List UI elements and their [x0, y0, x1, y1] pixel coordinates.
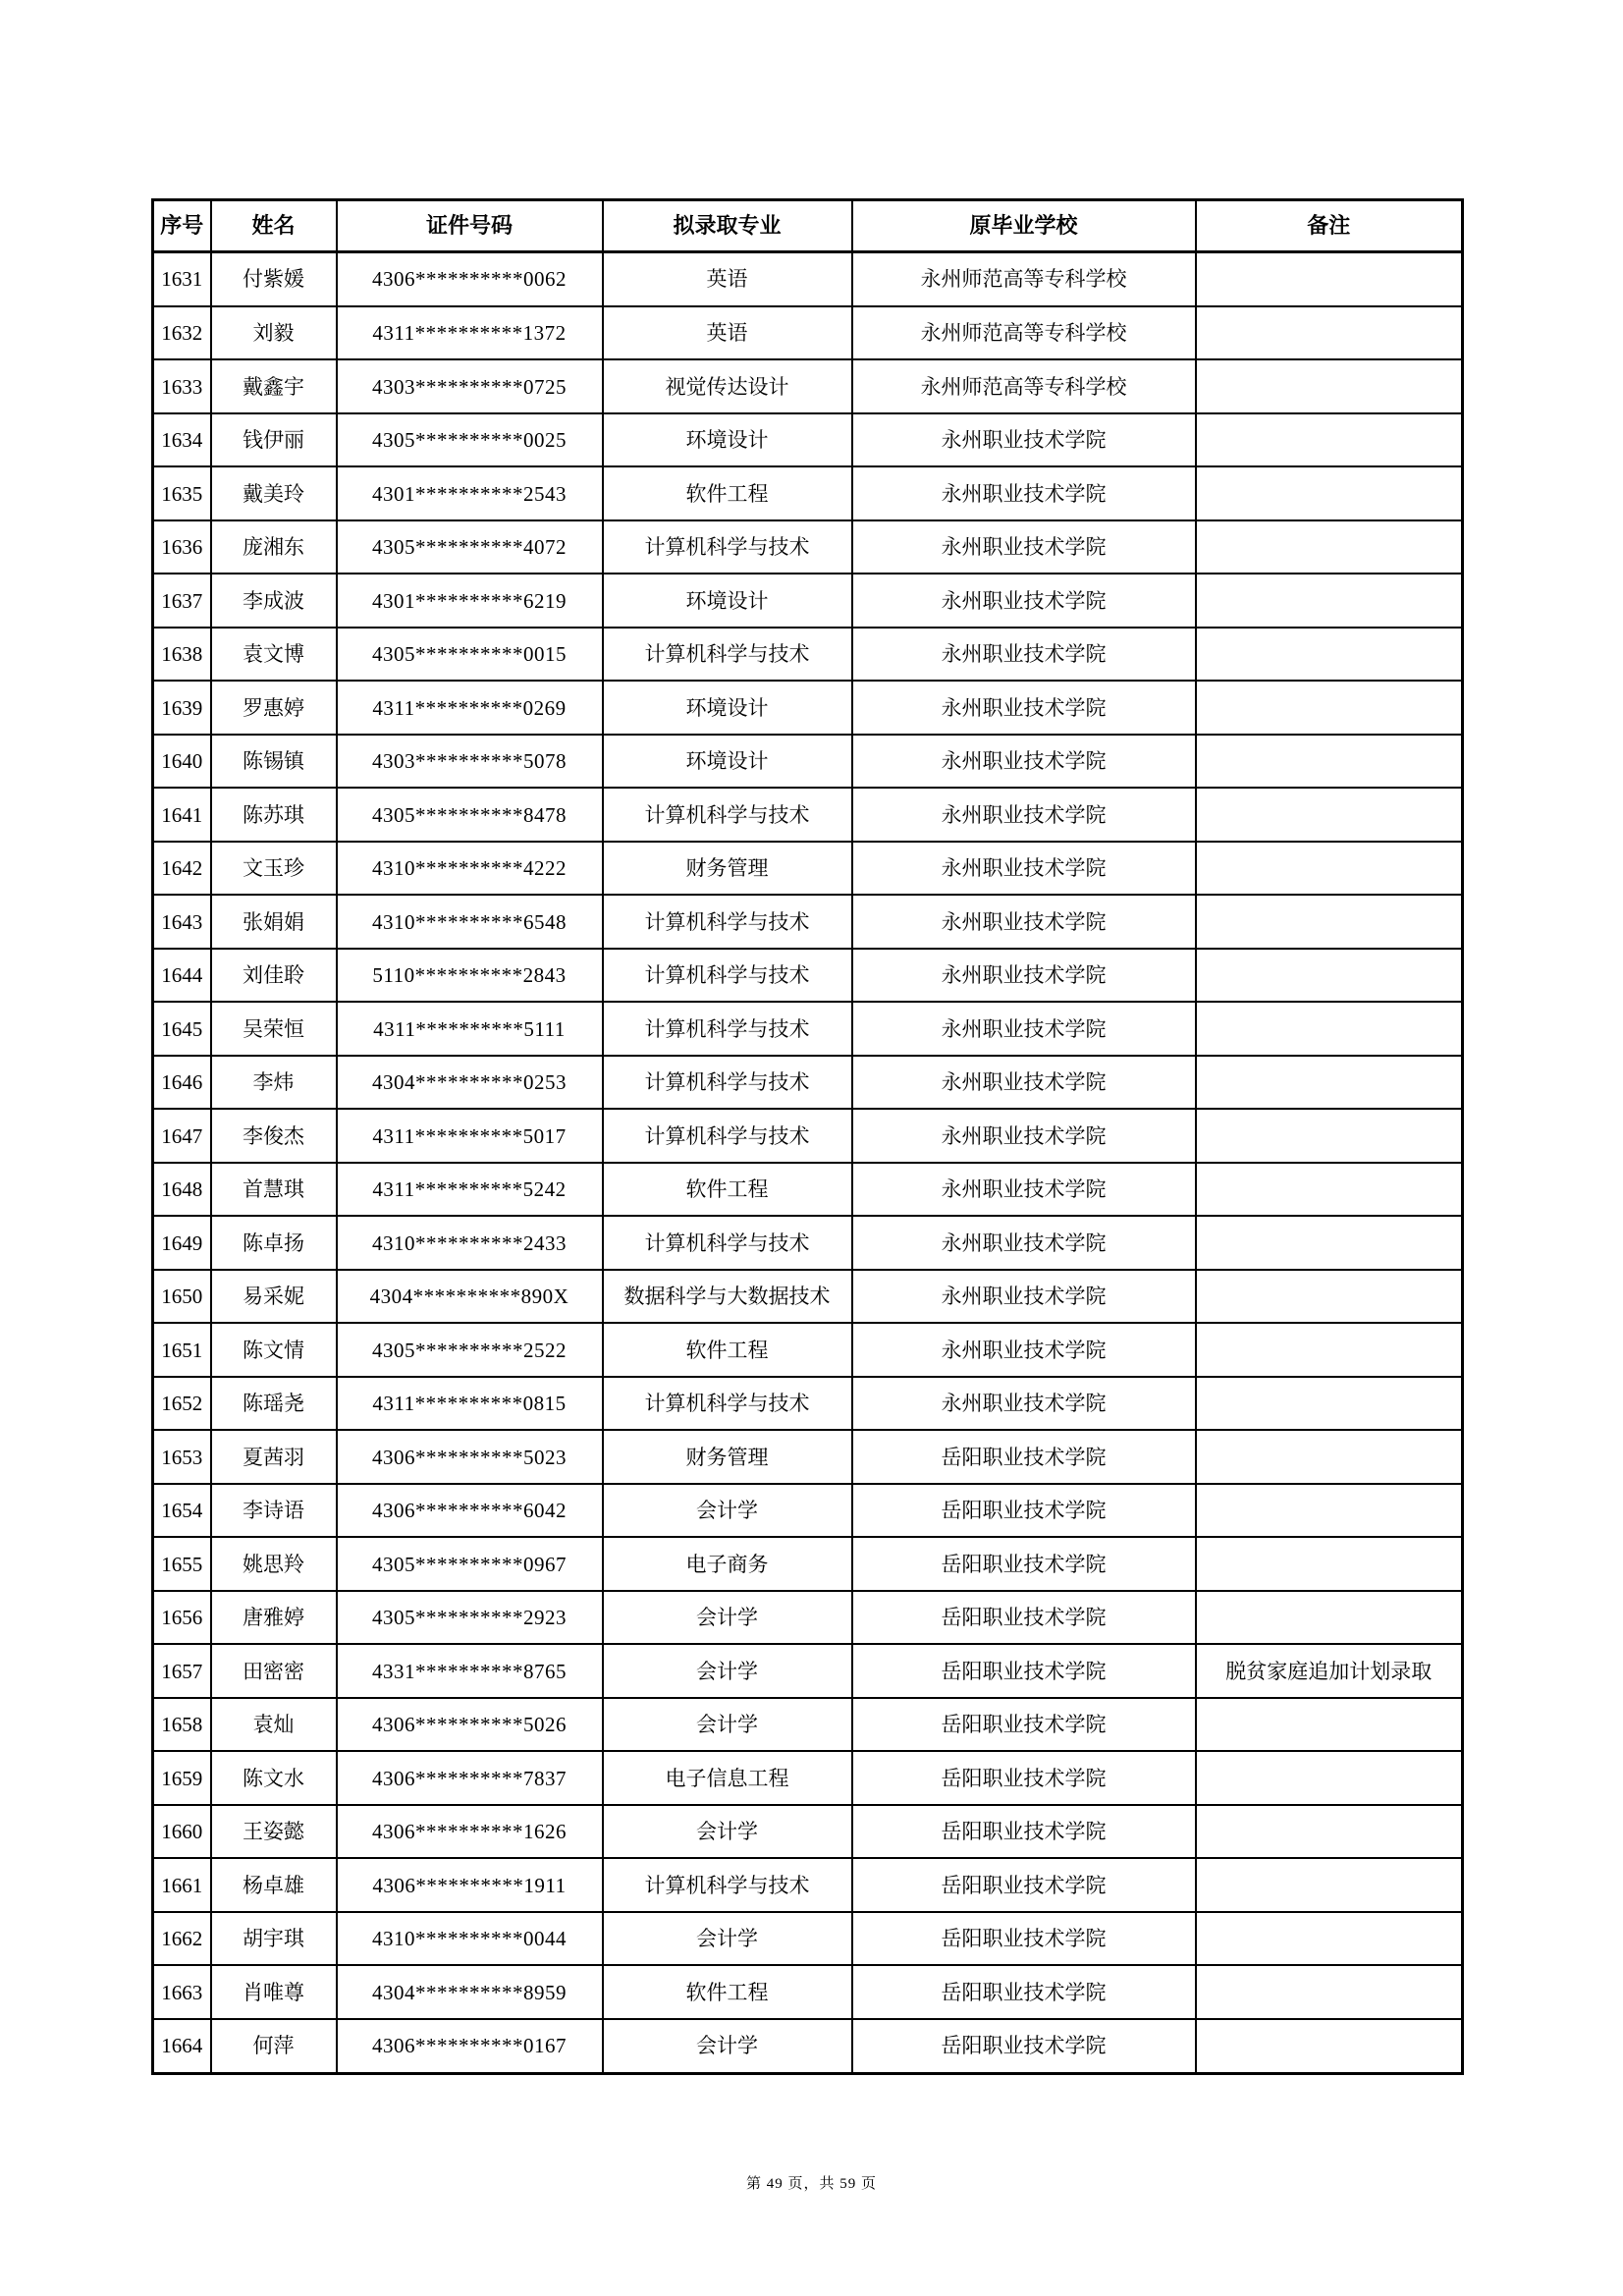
cell-seq-number: 1650 — [153, 1270, 211, 1324]
cell-previous-school: 岳阳职业技术学院 — [852, 1537, 1196, 1591]
table-row — [153, 949, 1463, 1003]
cell-student-name: 刘佳聆 — [211, 949, 337, 1003]
cell-previous-school: 永州职业技术学院 — [852, 1056, 1196, 1110]
cell-id-number: 4301**********2543 — [337, 466, 603, 520]
cell-id-number: 4306**********1911 — [337, 1858, 603, 1912]
col-header-admitted-major: 拟录取专业 — [603, 200, 852, 252]
table-row — [153, 574, 1463, 628]
cell-admitted-major: 会计学 — [603, 1484, 852, 1538]
cell-seq-number: 1658 — [153, 1698, 211, 1752]
cell-student-name: 陈卓扬 — [211, 1216, 337, 1270]
cell-remark — [1196, 788, 1463, 842]
cell-previous-school: 永州职业技术学院 — [852, 1323, 1196, 1377]
cell-student-name: 吴荣恒 — [211, 1002, 337, 1056]
cell-seq-number: 1636 — [153, 520, 211, 574]
cell-remark — [1196, 1109, 1463, 1163]
col-header-remark: 备注 — [1196, 200, 1463, 252]
cell-admitted-major: 环境设计 — [603, 413, 852, 467]
table-row — [153, 681, 1463, 735]
cell-student-name: 陈文水 — [211, 1751, 337, 1805]
cell-previous-school: 永州职业技术学院 — [852, 1163, 1196, 1217]
table-row — [153, 306, 1463, 360]
cell-remark — [1196, 306, 1463, 360]
cell-admitted-major: 软件工程 — [603, 1323, 852, 1377]
cell-id-number: 4301**********6219 — [337, 574, 603, 628]
cell-student-name: 文玉珍 — [211, 842, 337, 896]
table-row — [153, 735, 1463, 789]
cell-remark: 脱贫家庭追加计划录取 — [1196, 1644, 1463, 1698]
cell-seq-number: 1632 — [153, 306, 211, 360]
cell-admitted-major: 电子商务 — [603, 1537, 852, 1591]
cell-student-name: 张娟娟 — [211, 895, 337, 949]
cell-id-number: 5110**********2843 — [337, 949, 603, 1003]
cell-remark — [1196, 1163, 1463, 1217]
cell-id-number: 4305**********8478 — [337, 788, 603, 842]
cell-student-name: 刘毅 — [211, 306, 337, 360]
cell-remark — [1196, 1270, 1463, 1324]
cell-admitted-major: 环境设计 — [603, 681, 852, 735]
cell-previous-school: 岳阳职业技术学院 — [852, 1644, 1196, 1698]
col-header-seq-number: 序号 — [153, 200, 211, 252]
table-row — [153, 1484, 1463, 1538]
cell-previous-school: 岳阳职业技术学院 — [852, 1430, 1196, 1484]
cell-admitted-major: 计算机科学与技术 — [603, 520, 852, 574]
cell-student-name: 李炜 — [211, 1056, 337, 1110]
cell-id-number: 4306**********1626 — [337, 1805, 603, 1859]
cell-seq-number: 1647 — [153, 1109, 211, 1163]
cell-admitted-major: 会计学 — [603, 2019, 852, 2074]
cell-previous-school: 永州职业技术学院 — [852, 895, 1196, 949]
cell-previous-school: 永州职业技术学院 — [852, 1377, 1196, 1431]
cell-student-name: 杨卓雄 — [211, 1858, 337, 1912]
cell-id-number: 4305**********4072 — [337, 520, 603, 574]
cell-previous-school: 永州职业技术学院 — [852, 1002, 1196, 1056]
cell-student-name: 李俊杰 — [211, 1109, 337, 1163]
cell-admitted-major: 环境设计 — [603, 574, 852, 628]
cell-seq-number: 1659 — [153, 1751, 211, 1805]
cell-id-number: 4311**********1372 — [337, 306, 603, 360]
cell-id-number: 4306**********6042 — [337, 1484, 603, 1538]
cell-admitted-major: 电子信息工程 — [603, 1751, 852, 1805]
col-header-id-number: 证件号码 — [337, 200, 603, 252]
cell-remark — [1196, 1858, 1463, 1912]
cell-previous-school: 永州职业技术学院 — [852, 788, 1196, 842]
cell-admitted-major: 会计学 — [603, 1805, 852, 1859]
cell-previous-school: 永州师范高等专科学校 — [852, 252, 1196, 306]
cell-remark — [1196, 628, 1463, 682]
cell-admitted-major: 英语 — [603, 252, 852, 306]
cell-admitted-major: 计算机科学与技术 — [603, 1056, 852, 1110]
table-row — [153, 2019, 1463, 2074]
table-row — [153, 1377, 1463, 1431]
cell-previous-school: 永州师范高等专科学校 — [852, 306, 1196, 360]
cell-seq-number: 1642 — [153, 842, 211, 896]
cell-admitted-major: 计算机科学与技术 — [603, 949, 852, 1003]
cell-id-number: 4303**********0725 — [337, 359, 603, 413]
cell-id-number: 4304**********890X — [337, 1270, 603, 1324]
cell-remark — [1196, 1965, 1463, 2019]
cell-previous-school: 永州职业技术学院 — [852, 735, 1196, 789]
cell-previous-school: 永州职业技术学院 — [852, 949, 1196, 1003]
cell-previous-school: 永州职业技术学院 — [852, 681, 1196, 735]
table-row — [153, 1109, 1463, 1163]
table-row — [153, 1912, 1463, 1966]
cell-admitted-major: 计算机科学与技术 — [603, 1216, 852, 1270]
table-row — [153, 1216, 1463, 1270]
cell-previous-school: 岳阳职业技术学院 — [852, 1912, 1196, 1966]
cell-remark — [1196, 1591, 1463, 1645]
cell-id-number: 4305**********2522 — [337, 1323, 603, 1377]
cell-seq-number: 1664 — [153, 2019, 211, 2074]
table-row — [153, 895, 1463, 949]
cell-previous-school: 岳阳职业技术学院 — [852, 1858, 1196, 1912]
table-row — [153, 1858, 1463, 1912]
cell-student-name: 付紫媛 — [211, 252, 337, 306]
table-row — [153, 788, 1463, 842]
cell-previous-school: 岳阳职业技术学院 — [852, 1484, 1196, 1538]
cell-seq-number: 1639 — [153, 681, 211, 735]
cell-student-name: 钱伊丽 — [211, 413, 337, 467]
cell-remark — [1196, 466, 1463, 520]
cell-previous-school: 岳阳职业技术学院 — [852, 1751, 1196, 1805]
cell-seq-number: 1661 — [153, 1858, 211, 1912]
cell-admitted-major: 财务管理 — [603, 842, 852, 896]
cell-id-number: 4306**********7837 — [337, 1751, 603, 1805]
cell-seq-number: 1657 — [153, 1644, 211, 1698]
cell-previous-school: 永州职业技术学院 — [852, 628, 1196, 682]
cell-admitted-major: 软件工程 — [603, 466, 852, 520]
cell-id-number: 4310**********6548 — [337, 895, 603, 949]
cell-student-name: 胡宇琪 — [211, 1912, 337, 1966]
cell-seq-number: 1660 — [153, 1805, 211, 1859]
table-row — [153, 1537, 1463, 1591]
cell-student-name: 首慧琪 — [211, 1163, 337, 1217]
cell-student-name: 陈瑶尧 — [211, 1377, 337, 1431]
cell-seq-number: 1656 — [153, 1591, 211, 1645]
table-row — [153, 1323, 1463, 1377]
cell-previous-school: 永州职业技术学院 — [852, 1270, 1196, 1324]
cell-id-number: 4310**********2433 — [337, 1216, 603, 1270]
cell-admitted-major: 软件工程 — [603, 1965, 852, 2019]
cell-seq-number: 1643 — [153, 895, 211, 949]
cell-remark — [1196, 1484, 1463, 1538]
table-header-row — [153, 200, 1463, 252]
cell-student-name: 何萍 — [211, 2019, 337, 2074]
cell-remark — [1196, 1377, 1463, 1431]
cell-seq-number: 1641 — [153, 788, 211, 842]
table-row — [153, 1644, 1463, 1698]
cell-id-number: 4305**********0025 — [337, 413, 603, 467]
cell-previous-school: 岳阳职业技术学院 — [852, 2019, 1196, 2074]
col-header-previous-school: 原毕业学校 — [852, 200, 1196, 252]
cell-id-number: 4306**********0167 — [337, 2019, 603, 2074]
table-row — [153, 1270, 1463, 1324]
cell-id-number: 4311**********0269 — [337, 681, 603, 735]
cell-student-name: 陈文情 — [211, 1323, 337, 1377]
cell-seq-number: 1637 — [153, 574, 211, 628]
cell-student-name: 李成波 — [211, 574, 337, 628]
table-body — [153, 252, 1463, 2074]
table-row — [153, 252, 1463, 306]
cell-remark — [1196, 1323, 1463, 1377]
cell-id-number: 4305**********0967 — [337, 1537, 603, 1591]
table-row — [153, 1805, 1463, 1859]
page-number-footer: 第 49 页，共 59 页 — [745, 2176, 877, 2192]
cell-student-name: 戴鑫宇 — [211, 359, 337, 413]
cell-id-number: 4306**********0062 — [337, 252, 603, 306]
cell-remark — [1196, 2019, 1463, 2074]
cell-seq-number: 1654 — [153, 1484, 211, 1538]
cell-id-number: 4304**********0253 — [337, 1056, 603, 1110]
cell-admitted-major: 视觉传达设计 — [603, 359, 852, 413]
cell-student-name: 袁灿 — [211, 1698, 337, 1752]
cell-remark — [1196, 1805, 1463, 1859]
cell-student-name: 庞湘东 — [211, 520, 337, 574]
cell-admitted-major: 计算机科学与技术 — [603, 628, 852, 682]
cell-previous-school: 永州职业技术学院 — [852, 413, 1196, 467]
cell-remark — [1196, 1430, 1463, 1484]
table-row — [153, 1591, 1463, 1645]
cell-seq-number: 1640 — [153, 735, 211, 789]
cell-remark — [1196, 1751, 1463, 1805]
cell-seq-number: 1638 — [153, 628, 211, 682]
table-row — [153, 466, 1463, 520]
cell-previous-school: 永州职业技术学院 — [852, 574, 1196, 628]
cell-seq-number: 1649 — [153, 1216, 211, 1270]
cell-previous-school: 永州职业技术学院 — [852, 466, 1196, 520]
cell-admitted-major: 计算机科学与技术 — [603, 1109, 852, 1163]
col-header-student-name: 姓名 — [211, 200, 337, 252]
cell-id-number: 4311**********5242 — [337, 1163, 603, 1217]
cell-admitted-major: 会计学 — [603, 1912, 852, 1966]
cell-remark — [1196, 895, 1463, 949]
cell-admitted-major: 计算机科学与技术 — [603, 895, 852, 949]
cell-id-number: 4311**********5111 — [337, 1002, 603, 1056]
cell-previous-school: 岳阳职业技术学院 — [852, 1698, 1196, 1752]
cell-admitted-major: 财务管理 — [603, 1430, 852, 1484]
cell-seq-number: 1662 — [153, 1912, 211, 1966]
table-row — [153, 1698, 1463, 1752]
cell-remark — [1196, 1912, 1463, 1966]
cell-remark — [1196, 1216, 1463, 1270]
cell-student-name: 罗惠婷 — [211, 681, 337, 735]
cell-admitted-major: 会计学 — [603, 1591, 852, 1645]
cell-student-name: 易采妮 — [211, 1270, 337, 1324]
table-row — [153, 1965, 1463, 2019]
cell-admitted-major: 环境设计 — [603, 735, 852, 789]
cell-student-name: 袁文博 — [211, 628, 337, 682]
cell-student-name: 肖唯尊 — [211, 1965, 337, 2019]
cell-seq-number: 1644 — [153, 949, 211, 1003]
cell-previous-school: 永州职业技术学院 — [852, 1109, 1196, 1163]
cell-remark — [1196, 949, 1463, 1003]
cell-previous-school: 岳阳职业技术学院 — [852, 1591, 1196, 1645]
cell-id-number: 4310**********4222 — [337, 842, 603, 896]
table-row — [153, 413, 1463, 467]
cell-remark — [1196, 413, 1463, 467]
cell-id-number: 4303**********5078 — [337, 735, 603, 789]
cell-remark — [1196, 842, 1463, 896]
cell-seq-number: 1634 — [153, 413, 211, 467]
cell-remark — [1196, 574, 1463, 628]
cell-admitted-major: 会计学 — [603, 1698, 852, 1752]
cell-student-name: 夏茜羽 — [211, 1430, 337, 1484]
cell-admitted-major: 计算机科学与技术 — [603, 1858, 852, 1912]
cell-admitted-major: 计算机科学与技术 — [603, 788, 852, 842]
cell-remark — [1196, 735, 1463, 789]
table-row — [153, 359, 1463, 413]
table-row — [153, 1430, 1463, 1484]
cell-admitted-major: 数据科学与大数据技术 — [603, 1270, 852, 1324]
cell-student-name: 陈锡镇 — [211, 735, 337, 789]
table-row — [153, 842, 1463, 896]
table-row — [153, 1163, 1463, 1217]
cell-id-number: 4311**********5017 — [337, 1109, 603, 1163]
cell-previous-school: 永州职业技术学院 — [852, 1216, 1196, 1270]
cell-remark — [1196, 252, 1463, 306]
cell-id-number: 4305**********0015 — [337, 628, 603, 682]
cell-previous-school: 永州职业技术学院 — [852, 520, 1196, 574]
cell-previous-school: 永州职业技术学院 — [852, 842, 1196, 896]
table-row — [153, 520, 1463, 574]
cell-student-name: 唐雅婷 — [211, 1591, 337, 1645]
cell-seq-number: 1633 — [153, 359, 211, 413]
table-row — [153, 1751, 1463, 1805]
cell-seq-number: 1635 — [153, 466, 211, 520]
cell-previous-school: 岳阳职业技术学院 — [852, 1805, 1196, 1859]
cell-remark — [1196, 520, 1463, 574]
cell-seq-number: 1631 — [153, 252, 211, 306]
table-row — [153, 628, 1463, 682]
cell-seq-number: 1653 — [153, 1430, 211, 1484]
cell-id-number: 4311**********0815 — [337, 1377, 603, 1431]
cell-id-number: 4305**********2923 — [337, 1591, 603, 1645]
cell-id-number: 4310**********0044 — [337, 1912, 603, 1966]
cell-admitted-major: 软件工程 — [603, 1163, 852, 1217]
table-row — [153, 1002, 1463, 1056]
cell-remark — [1196, 359, 1463, 413]
cell-id-number: 4304**********8959 — [337, 1965, 603, 2019]
cell-seq-number: 1648 — [153, 1163, 211, 1217]
cell-student-name: 姚思羚 — [211, 1537, 337, 1591]
cell-remark — [1196, 1698, 1463, 1752]
cell-student-name: 戴美玲 — [211, 466, 337, 520]
cell-seq-number: 1652 — [153, 1377, 211, 1431]
cell-id-number: 4306**********5023 — [337, 1430, 603, 1484]
cell-remark — [1196, 1056, 1463, 1110]
cell-student-name: 王姿懿 — [211, 1805, 337, 1859]
cell-seq-number: 1645 — [153, 1002, 211, 1056]
cell-admitted-major: 英语 — [603, 306, 852, 360]
cell-remark — [1196, 1002, 1463, 1056]
cell-admitted-major: 计算机科学与技术 — [603, 1002, 852, 1056]
cell-seq-number: 1651 — [153, 1323, 211, 1377]
cell-previous-school: 岳阳职业技术学院 — [852, 1965, 1196, 2019]
cell-id-number: 4331**********8765 — [337, 1644, 603, 1698]
admission-list-table — [151, 198, 1464, 2075]
cell-seq-number: 1646 — [153, 1056, 211, 1110]
cell-seq-number: 1663 — [153, 1965, 211, 2019]
cell-student-name: 陈苏琪 — [211, 788, 337, 842]
cell-admitted-major: 会计学 — [603, 1644, 852, 1698]
cell-id-number: 4306**********5026 — [337, 1698, 603, 1752]
cell-student-name: 李诗语 — [211, 1484, 337, 1538]
cell-seq-number: 1655 — [153, 1537, 211, 1591]
cell-remark — [1196, 1537, 1463, 1591]
table-row — [153, 1056, 1463, 1110]
cell-remark — [1196, 681, 1463, 735]
cell-previous-school: 永州师范高等专科学校 — [852, 359, 1196, 413]
cell-student-name: 田密密 — [211, 1644, 337, 1698]
cell-admitted-major: 计算机科学与技术 — [603, 1377, 852, 1431]
